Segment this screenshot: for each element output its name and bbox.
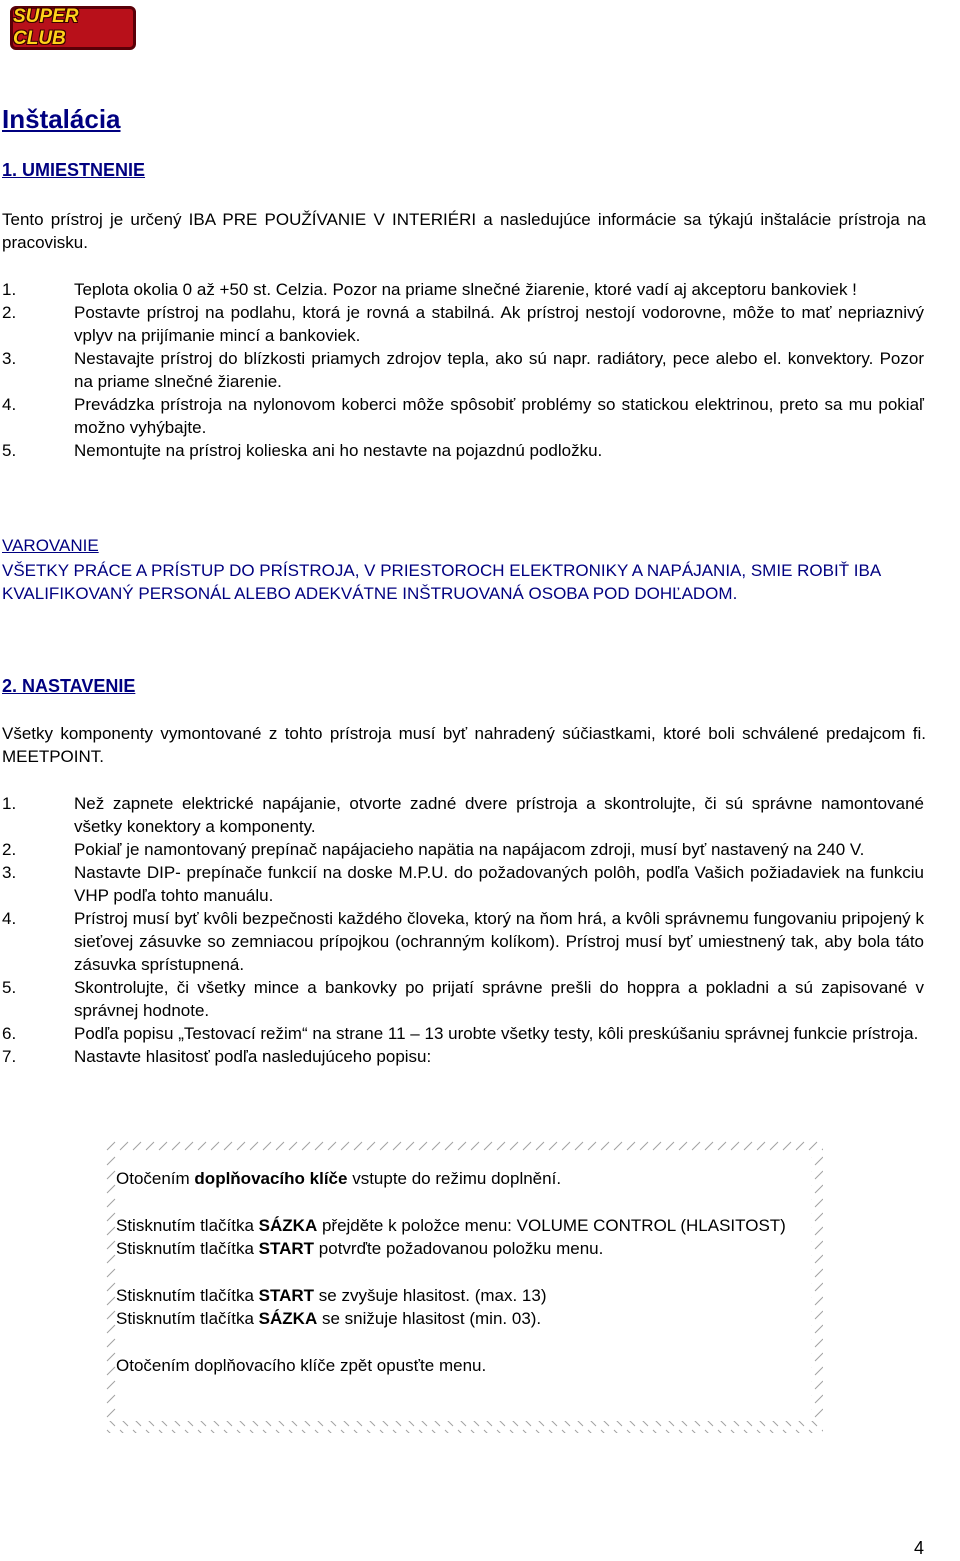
list-item	[2, 439, 960, 462]
list-item-text: Teplota okolia 0 až +50 st. Celzia. Pozor na priame slnečné žiarenie, ktoré vadí aj akceptoru bankoviek !	[74, 280, 857, 299]
list-item-number: 6.	[2, 1024, 17, 1043]
page-number: 4	[913, 1538, 924, 1558]
list-item	[2, 347, 960, 393]
list-item-number: 2.	[2, 840, 17, 859]
list-item	[2, 861, 960, 907]
list-item-text: Než zapnete elektrické napájanie, otvorte zadné dvere prístroja a skontrolujte, či sú správne namontované všetky konektory a komponenty.	[74, 794, 924, 836]
list-item	[2, 907, 960, 976]
list-item-number: 3.	[2, 863, 17, 882]
list-item-text: Postavte prístroj na podlahu, ktorá je rovná a stabilná. Ak prístroj nestojí vodorovne, môže to mať nepriaznivý vplyv na prijímanie mincí a bankoviek.	[74, 303, 924, 345]
section1-heading: 1. UMIESTNENIE	[2, 160, 146, 180]
list-item-number: 3.	[2, 349, 17, 368]
list-item-text: Nestavajte prístroj do blízkosti priamych zdrojov tepla, ako sú napr. radiátory, pece alebo el. konvektory. Pozor na priame slnečné žiarenie.	[74, 349, 924, 391]
list-item	[2, 301, 960, 347]
section2-heading: 2. NASTAVENIE	[2, 676, 136, 696]
section2-intro: Všetky komponenty vymontované z tohto prístroja musí byť nahradený súčiastkami, ktoré boli schválené predajcom fi. MEETPOINT.	[2, 724, 926, 766]
list-item-number: 4.	[2, 909, 17, 928]
list-item	[2, 278, 960, 301]
section2-list	[2, 792, 960, 1068]
section1-intro: Tento prístroj je určený IBA PRE POUŽÍVANIE V INTERIÉRI a nasledujúce informácie sa týkajú inštalácie prístroja na pracovisku.	[2, 210, 926, 252]
page-title: Inštalácia	[2, 104, 121, 134]
list-item-number: 1.	[2, 280, 17, 299]
list-item-number: 4.	[2, 395, 17, 414]
list-item	[2, 838, 960, 861]
box-step-2: Stisknutím tlačítka SÁZKA přejděte k položce menu: VOLUME CONTROL (HLASITOST)	[116, 1216, 786, 1235]
box-step-5: Stisknutím tlačítka SÁZKA se snižuje hlasitost (min. 03).	[116, 1309, 542, 1328]
list-item-text: Nastavte hlasitosť podľa nasledujúceho popisu:	[74, 1047, 432, 1066]
list-item	[2, 792, 960, 838]
list-item-text: Skontrolujte, či všetky mince a bankovky po prijatí správne prešli do hoppra a pokladni a sú zapisované v správnej hodnote.	[74, 978, 924, 1020]
list-item-number: 1.	[2, 794, 17, 813]
list-item-text: Prístroj musí byť kvôli bezpečnosti každého človeka, ktorý na ňom hrá, a kvôli správnemu fungovaniu pripojený k sieťovej zásuvke so zemniacou prípojkou (ochranným kolíkom). Prístroj musí byť umiestnený tak, aby bola táto zásuvka sprístupnená.	[74, 909, 924, 974]
super-club-logo	[10, 6, 136, 50]
list-item-text: Nemontujte na prístroj kolieska ani ho nestavte na pojazdnú podložku.	[74, 441, 603, 460]
section1-list	[2, 278, 960, 462]
logo-text: SUPER CLUB	[13, 6, 79, 49]
list-item-number: 5.	[2, 441, 17, 460]
list-item-number: 2.	[2, 303, 17, 322]
volume-instructions-box	[105, 1140, 823, 1433]
box-step-3: Stisknutím tlačítka START potvrďte požadovanou položku menu.	[116, 1239, 604, 1258]
warning-text: VŠETKY PRÁCE A PRÍSTUP DO PRÍSTROJA, V PRIESTOROCH ELEKTRONIKY A NAPÁJANIA, SMIE ROBIŤ IBA KVALIFIKOVANÝ PERSONÁL ALEBO ADEKVÁTNE INŠTRUOVANÁ OSOBA POD DOHĽADOM.	[2, 561, 881, 603]
list-item	[2, 1045, 960, 1068]
list-item	[2, 1022, 960, 1045]
list-item	[2, 393, 960, 439]
list-item-text: Nastavte DIP- prepínače funkcií na doske M.P.U. do požadovaných polôh, podľa Vašich požiadaviek na funkciu VHP podľa tohto manuálu.	[74, 863, 924, 905]
list-item-text: Pokiaľ je namontovaný prepínač napájacieho napätia na napájacom zdroji, musí byť nastavený na 240 V.	[74, 840, 865, 859]
list-item-text: Podľa popisu „Testovací režim“ na strane 11 – 13 urobte všetky testy, kôli preskúšaniu správnej funkcie prístroja.	[74, 1024, 919, 1043]
box-step-4: Stisknutím tlačítka START se zvyšuje hlasitost. (max. 13)	[116, 1286, 547, 1305]
list-item	[2, 976, 960, 1022]
list-item-number: 5.	[2, 978, 17, 997]
box-step-6: Otočením doplňovacího klíče zpět opusťte menu.	[116, 1356, 487, 1375]
list-item-text: Prevádzka prístroja na nylonovom koberci môže spôsobiť problémy so statickou elektrinou, preto sa mu pokiaľ možno vyhýbajte.	[74, 395, 924, 437]
list-item-number: 7.	[2, 1047, 17, 1066]
warning-title: VAROVANIE	[2, 536, 99, 555]
box-step-1: Otočením doplňovacího klíče vstupte do režimu doplnění.	[116, 1169, 562, 1188]
